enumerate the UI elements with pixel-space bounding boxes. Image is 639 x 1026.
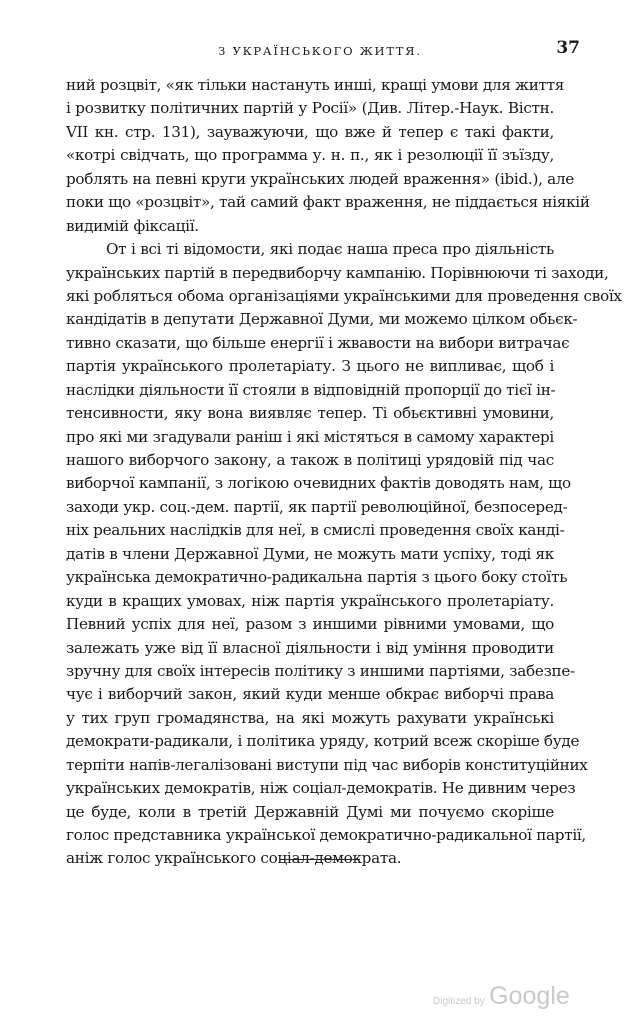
text-line: Певний успіх для неї, разом з иншими рівними умовами, що <box>66 615 554 634</box>
text-line: партія українського пролетаріату. З цього не випливає, щоб і <box>66 357 554 376</box>
text-line: зручну для своїх інтересів політику з иншими партіями, забезпе- <box>66 661 575 680</box>
text-line: залежать уже від її власної діяльности і від уміння проводити <box>66 638 554 657</box>
text-line: про які ми згадували раніш і які містяться в самому характері <box>66 427 554 446</box>
text-line: тивно сказати, що більше енергії і жвавости на вибори витрачає <box>66 333 570 352</box>
text-line: і розвитку політичних партій у Росії» (Див. Літер.-Наук. Вістн. <box>66 99 554 118</box>
text-line: тенсивности, яку вона виявляє тепер. Ті обьєктивні умовини, <box>66 404 554 423</box>
text-line: заходи укр. соц.-дем. партії, як партії революційної, безпосеред- <box>66 497 568 516</box>
paragraph <box>66 74 590 238</box>
text-line: датів в члени Державної Думи, не можуть мати успіху, тоді як <box>66 544 554 563</box>
text-line: це буде, коли в третій Державній Думі ми почуємо скоріше <box>66 802 554 821</box>
header-title: З УКРАЇНСЬКОГО ЖИТТЯ. <box>218 44 422 58</box>
watermark-prefix: Digitized by <box>433 996 485 1007</box>
text-line: От і всі ті відомости, які подає наша преса про діяльність <box>106 240 554 259</box>
text-line: українських демократів, ніж соціал-демократів. Не дивним через <box>66 779 576 798</box>
page-number: 37 <box>556 38 580 58</box>
text-line: які робляться обома організаціями українськими для проведення своїх <box>66 286 622 305</box>
text-line: VII кн. стр. 131), зауважуючи, що вже й тепер є такі факти, <box>66 122 554 141</box>
text-line: демократи-радикали, і політика уряду, котрий всеж скоріше буде <box>66 732 580 751</box>
text-line: терпіти напів-легалізовані виступи під час виборів конституційних <box>66 755 588 774</box>
digitized-watermark <box>433 982 570 1011</box>
section-end-rule <box>280 859 360 860</box>
text-line: чує і виборчий закон, який куди менше обкрає виборчі права <box>66 685 554 704</box>
paragraph <box>66 238 622 871</box>
text-line: поки що «розцвіт», тай самий факт враження, не піддається ніякій <box>66 193 590 212</box>
text-line: нашого виборчого закону, а також в політиці урядовій під час <box>66 451 554 469</box>
text-line: ний розцвіт, «як тільки настануть инші, кращі умови для життя <box>66 76 565 94</box>
text-line: наслідки діяльности її стояли в відповідній пропорції до тієї ін- <box>66 380 556 399</box>
text-line: «котрі свідчать, що программа у. н. п., як і резолюції її зъїзду, <box>66 146 554 165</box>
text-line: у тих груп громадянства, на які можуть рахувати українські <box>66 708 554 727</box>
text-line: видимій фіксації. <box>66 216 199 235</box>
watermark-brand: Google <box>489 982 570 1010</box>
text-line: українська демократично-радикальна партія з цього боку стоїть <box>66 568 568 587</box>
text-line: куди в кращих умовах, ніж партія українського пролетаріату. <box>66 591 554 610</box>
text-line: аніж голос українського соціал-демократа. <box>66 849 402 868</box>
text-line: кандідатів в депутати Державної Думи, ми можемо цілком обьєк- <box>66 310 578 329</box>
text-line: ніх реальних наслідків для неї, в смислі проведення своїх канді- <box>66 521 565 540</box>
text-line: виборчої кампанії, з логікою очевидних фактів доводять нам, що <box>66 474 571 493</box>
body-text <box>66 74 622 871</box>
text-line: роблять на певні круги українських людей враження» (ibid.), але <box>66 169 574 188</box>
text-line: українських партій в передвиборчу кампанію. Порівнюючи ті заходи, <box>66 263 609 282</box>
running-header <box>60 38 580 62</box>
text-line: голос представника української демократично-радикальної партії, <box>66 826 586 844</box>
